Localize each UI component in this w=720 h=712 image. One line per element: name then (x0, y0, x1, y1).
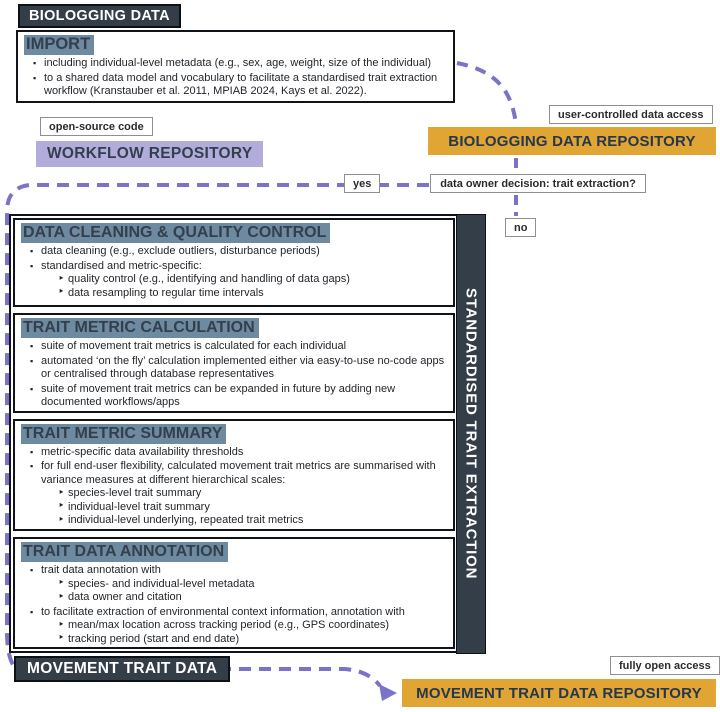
bullet-item: ▪ to a shared data model and vocabulary to facilitate a standardised trait extraction workflow (Kranstauber et al. 2011, MPIAB 2024, Kays et al. 2022). (44, 72, 445, 99)
section-trait-metric-summary (13, 419, 455, 531)
section-title: TRAIT DATA ANNOTATION (21, 542, 228, 562)
bullet-item: ▪ metric-specific data availability thresholds (41, 446, 447, 460)
import-title: IMPORT (24, 35, 94, 55)
bullet-item: ▪ standardised and metric-specific: ‣ quality control (e.g., identifying and handling of data gaps) ‣ data resampling to regular time intervals (41, 260, 447, 301)
arrow-import-to-biologging-repository (457, 63, 516, 124)
pipeline-sections (11, 216, 456, 651)
import-bullet-list (24, 57, 445, 99)
sub-bullet-item: ‣ individual-level trait summary (68, 501, 447, 515)
biologging-data-repository-tag: BIOLOGGING DATA REPOSITORY (428, 127, 716, 155)
section-bullet-list (21, 446, 447, 528)
movement-trait-data-repository-tag: MOVEMENT TRAIT DATA REPOSITORY (402, 679, 716, 707)
sub-bullet-list (41, 273, 447, 300)
no-label: no (505, 218, 536, 237)
section-trait-metric-calculation (13, 313, 455, 413)
arrowhead-icon (379, 684, 397, 701)
fully-open-access-label: fully open access (610, 656, 720, 675)
yes-label: yes (344, 174, 380, 193)
bullet-item: ▪ data cleaning (e.g., exclude outliers, disturbance periods) (41, 245, 447, 259)
sub-bullet-list (41, 578, 447, 605)
data-owner-decision-label: data owner decision: trait extraction? (430, 174, 646, 193)
bullet-item: ▪ for full end-user flexibility, calculated movement trait metrics are summarised with variance measures at different hierarchical scales: ‣ species-level trait summary ‣ individual-level trait summary ‣ individual-level underlying, repeated trait metrics (41, 460, 447, 528)
sub-bullet-item: ‣ mean/max location across tracking period (e.g., GPS coordinates) (68, 619, 447, 633)
bullet-item: ▪ suite of movement trait metrics can be expanded in future by adding new documented workflows/apps (41, 383, 447, 410)
section-bullet-list (21, 245, 447, 300)
arrow-movement-data-to-repository (219, 669, 380, 686)
user-controlled-access-label: user-controlled data access (549, 105, 713, 124)
sub-bullet-item: ‣ species-level trait summary (68, 487, 447, 501)
sub-bullet-item: ‣ tracking period (start and end date) (68, 633, 447, 647)
bullet-item: ▪ including individual-level metadata (e.g., sex, age, weight, size of the individual) (44, 57, 445, 71)
section-data-cleaning (13, 218, 455, 307)
standardised-trait-extraction-bar (456, 214, 486, 654)
import-box (16, 30, 455, 103)
sub-bullet-item: ‣ data resampling to regular time intervals (68, 287, 447, 301)
section-title: TRAIT METRIC SUMMARY (21, 424, 226, 444)
bullet-item: ▪ suite of movement trait metrics is calculated for each individual (41, 340, 447, 354)
workflow-repository-tag: WORKFLOW REPOSITORY (36, 141, 263, 167)
open-source-code-label: open-source code (40, 117, 153, 136)
sub-bullet-item: ‣ data owner and citation (68, 591, 447, 605)
section-title: DATA CLEANING & QUALITY CONTROL (21, 223, 330, 243)
sub-bullet-list (41, 487, 447, 528)
movement-trait-data-tag: MOVEMENT TRAIT DATA (14, 656, 230, 682)
sub-bullet-item: ‣ species- and individual-level metadata (68, 578, 447, 592)
trait-extraction-pipeline-box (9, 214, 486, 653)
bullet-item: ▪ to facilitate extraction of environmental context information, annotation with ‣ mean/max location across tracking period (e.g., GPS coordinates) ‣ tracking period (start and end date) (41, 606, 447, 647)
sub-bullet-item: ‣ quality control (e.g., identifying and handling of data gaps) (68, 273, 447, 287)
section-bullet-list (21, 340, 447, 410)
section-trait-data-annotation (13, 537, 455, 649)
biologging-data-tag: BIOLOGGING DATA (18, 4, 181, 28)
section-title: TRAIT METRIC CALCULATION (21, 318, 259, 338)
bullet-item: ▪ trait data annotation with ‣ species- and individual-level metadata ‣ data owner and citation (41, 564, 447, 605)
bullet-item: ▪ automated ‘on the fly’ calculation implemented either via easy-to-use no-code apps or centralised through database representatives (41, 355, 447, 382)
standardised-trait-extraction-label: STANDARDISED TRAIT EXTRACTION (462, 288, 480, 580)
sub-bullet-list (41, 619, 447, 646)
sub-bullet-item: ‣ individual-level underlying, repeated trait metrics (68, 514, 447, 528)
section-bullet-list (21, 564, 447, 646)
